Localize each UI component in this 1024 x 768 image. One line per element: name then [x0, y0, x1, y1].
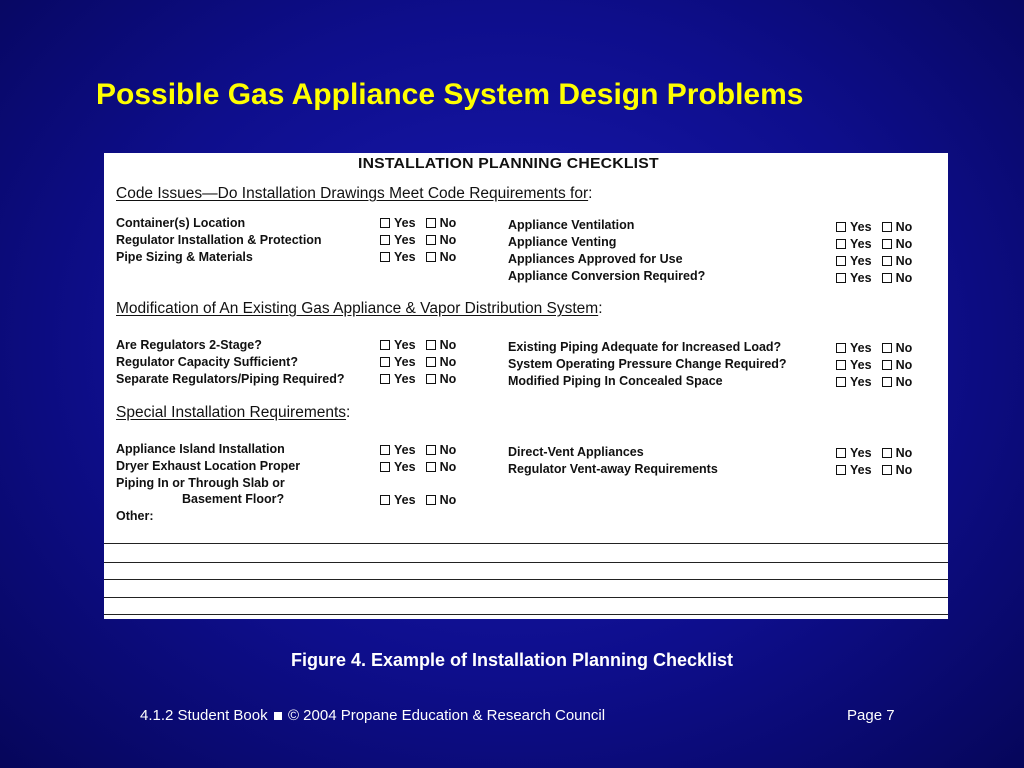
no-checkbox[interactable] — [426, 462, 436, 472]
yes-checkbox[interactable] — [836, 343, 846, 353]
item-label: Appliance Conversion Required? — [508, 269, 706, 283]
bullet-square-icon — [274, 712, 282, 720]
yes-no-group: Yes No — [836, 254, 912, 268]
item-label: System Operating Pressure Change Required? — [508, 357, 787, 371]
slide-title: Possible Gas Appliance System Design Problems — [96, 78, 804, 111]
writing-line — [104, 597, 948, 598]
item-label: Are Regulators 2-Stage? — [116, 338, 262, 352]
yes-checkbox[interactable] — [836, 239, 846, 249]
yes-no-group: Yes No — [380, 443, 456, 457]
yes-no-group: Yes No — [836, 220, 912, 234]
yes-no-group: Yes No — [836, 358, 912, 372]
no-checkbox[interactable] — [882, 256, 892, 266]
yes-checkbox[interactable] — [836, 256, 846, 266]
section-heading-modification: Modification of An Existing Gas Appliance & Vapor Distribution System: — [116, 300, 603, 317]
yes-no-group: Yes No — [380, 233, 456, 247]
yes-checkbox[interactable] — [836, 377, 846, 387]
item-label: Modified Piping In Concealed Space — [508, 374, 723, 388]
no-checkbox[interactable] — [882, 343, 892, 353]
yes-no-group: Yes No — [836, 237, 912, 251]
no-checkbox[interactable] — [426, 235, 436, 245]
yes-no-group: Yes No — [836, 463, 912, 477]
no-checkbox[interactable] — [882, 273, 892, 283]
item-label: Regulator Installation & Protection — [116, 233, 322, 247]
item-label: Basement Floor? — [182, 492, 285, 506]
yes-no-group: Yes No — [380, 493, 456, 507]
yes-no-group: Yes No — [836, 446, 912, 460]
yes-checkbox[interactable] — [836, 222, 846, 232]
yes-checkbox[interactable] — [380, 252, 390, 262]
yes-no-group: Yes No — [836, 271, 912, 285]
writing-line — [104, 579, 948, 580]
item-label: Direct-Vent Appliances — [508, 445, 644, 459]
item-label: Piping In or Through Slab or — [116, 476, 285, 490]
footer-left: 4.1.2 Student Book © 2004 Propane Education & Research Council — [140, 707, 606, 724]
item-label: Regulator Capacity Sufficient? — [116, 355, 298, 369]
no-checkbox[interactable] — [882, 360, 892, 370]
item-label: Pipe Sizing & Materials — [116, 250, 253, 264]
yes-checkbox[interactable] — [380, 218, 390, 228]
yes-checkbox[interactable] — [380, 374, 390, 384]
yes-checkbox[interactable] — [380, 235, 390, 245]
yes-checkbox[interactable] — [380, 462, 390, 472]
writing-line — [104, 543, 948, 544]
item-label: Container(s) Location — [116, 216, 246, 230]
yes-no-group: Yes No — [380, 355, 456, 369]
no-checkbox[interactable] — [882, 448, 892, 458]
writing-line — [104, 562, 948, 563]
item-label: Existing Piping Adequate for Increased Load? — [508, 340, 782, 354]
yes-no-group: Yes No — [836, 341, 912, 355]
item-label: Separate Regulators/Piping Required? — [116, 372, 345, 386]
item-label: Dryer Exhaust Location Proper — [116, 459, 301, 473]
no-checkbox[interactable] — [426, 218, 436, 228]
item-label: Appliance Island Installation — [116, 442, 285, 456]
yes-checkbox[interactable] — [380, 445, 390, 455]
yes-no-group: Yes No — [380, 460, 456, 474]
checklist-title: INSTALLATION PLANNING CHECKLIST — [358, 155, 659, 172]
yes-no-group: Yes No — [380, 338, 456, 352]
item-label: Regulator Vent-away Requirements — [508, 462, 718, 476]
no-checkbox[interactable] — [426, 340, 436, 350]
yes-checkbox[interactable] — [836, 448, 846, 458]
yes-no-group: Yes No — [836, 375, 912, 389]
no-checkbox[interactable] — [882, 222, 892, 232]
no-checkbox[interactable] — [426, 374, 436, 384]
yes-checkbox[interactable] — [836, 273, 846, 283]
figure-caption: Figure 4. Example of Installation Planning Checklist — [290, 650, 734, 670]
yes-no-group: Yes No — [380, 216, 456, 230]
item-label: Appliances Approved for Use — [508, 252, 683, 266]
item-label: Appliance Ventilation — [508, 218, 635, 232]
yes-no-group: Yes No — [380, 372, 456, 386]
section-heading-special-installation: Special Installation Requirements: — [116, 404, 351, 421]
yes-checkbox[interactable] — [836, 465, 846, 475]
yes-checkbox[interactable] — [380, 495, 390, 505]
no-checkbox[interactable] — [426, 252, 436, 262]
writing-line — [104, 614, 948, 615]
yes-checkbox[interactable] — [836, 360, 846, 370]
item-label: Other: — [116, 509, 154, 523]
item-label: Appliance Venting — [508, 235, 617, 249]
no-checkbox[interactable] — [882, 377, 892, 387]
checklist-document — [104, 153, 948, 619]
yes-checkbox[interactable] — [380, 357, 390, 367]
no-checkbox[interactable] — [426, 445, 436, 455]
footer-page-number: Page 7 — [847, 707, 895, 724]
no-checkbox[interactable] — [882, 239, 892, 249]
no-checkbox[interactable] — [426, 495, 436, 505]
no-checkbox[interactable] — [882, 465, 892, 475]
yes-no-group: Yes No — [380, 250, 456, 264]
section-heading-code-issues: Code Issues—Do Installation Drawings Meet Code Requirements for: — [116, 185, 593, 202]
no-checkbox[interactable] — [426, 357, 436, 367]
yes-checkbox[interactable] — [380, 340, 390, 350]
